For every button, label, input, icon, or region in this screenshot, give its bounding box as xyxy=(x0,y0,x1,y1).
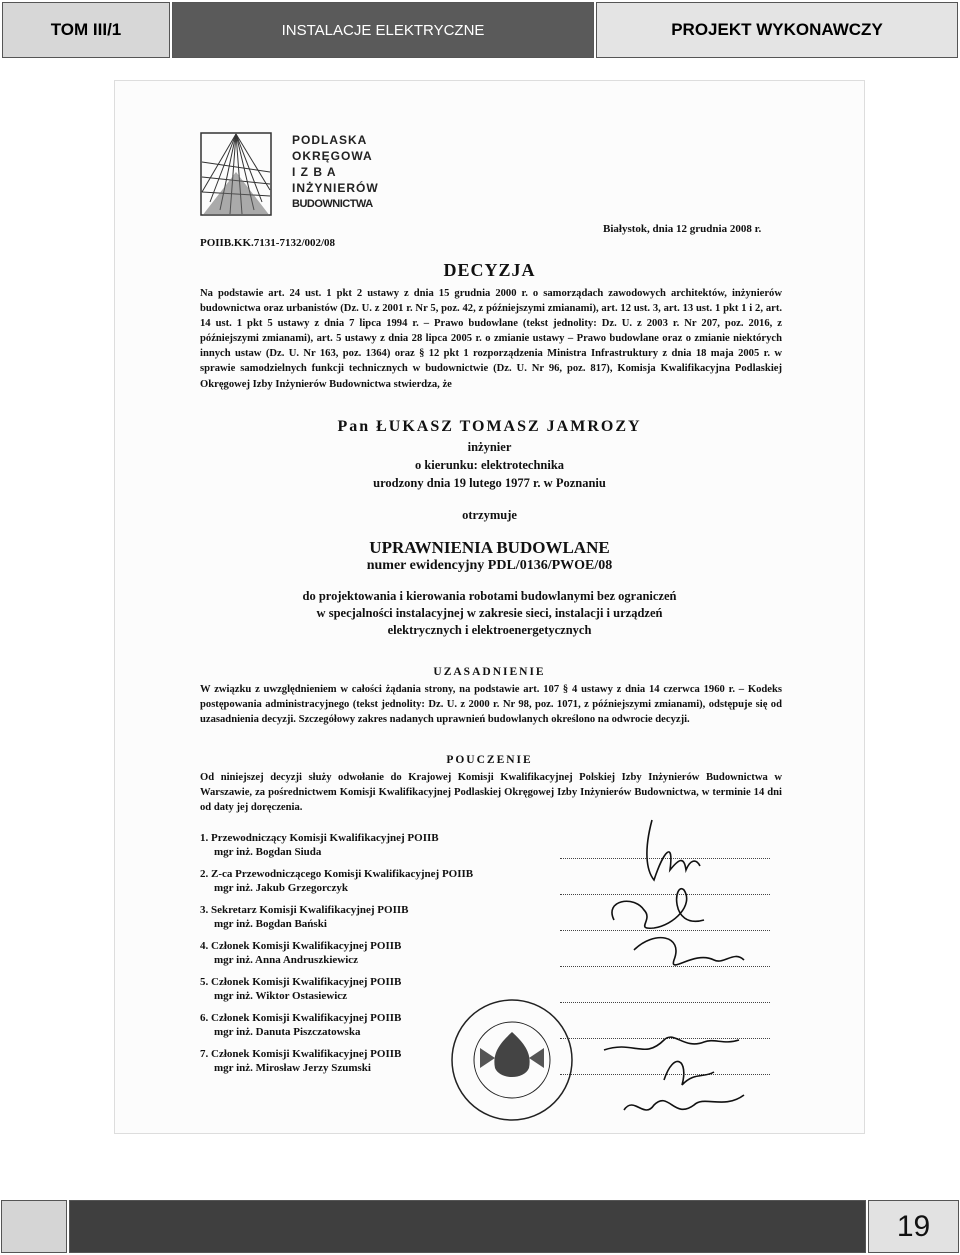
page-footer xyxy=(0,1199,960,1255)
list-item: 2. Z-ca Przewodniczącego Komisji Kwalifikacyjnej POIIB mgr inż. Jakub Grzegorczyk xyxy=(200,868,474,894)
institution-name: PODLASKA OKRĘGOWA I Z B A INŻYNIERÓW BUDOWNICTWA xyxy=(292,133,379,210)
reference-number: POIIB.KK.7131-7132/002/08 xyxy=(200,237,336,249)
list-item: 4. Członek Komisji Kwalifikacyjnej POIIB mgr inż. Anna Andruszkiewicz xyxy=(200,940,402,966)
page-number: 19 xyxy=(868,1200,959,1253)
section-label: INSTALACJE ELEKTRYCZNE xyxy=(172,2,594,58)
project-label: PROJEKT WYKONAWCZY xyxy=(596,2,958,58)
legal-basis-paragraph: Na podstawie art. 24 ust. 1 pkt 2 ustawy z dnia 15 grudnia 2000 r. o samorządach zawodowych architektów, inżynierów budownictwa oraz urbanistów (Dz. U. z 2001 r. Nr 5, poz. 42, z późniejszymi zmianami), art. 12 ust. 3, art. 13 ust. 1 pkt 1 i 2, art. 14 ust. 1 pkt 5 ustawy z dnia 7 lipca 1994 r. – Prawo budowlane (tekst jednolity: Dz. U. z 2003 r. Nr 207, poz. 2016, z późniejszymi zmianami), art. 5 ustawy z dnia 28 lipca 2005 r. o zmianie ustawy – Prawo budowlane oraz o zmianie niektórych innych ustaw (Dz. U. Nr 163, poz. 1364) oraz § 12 pkt 1 rozporządzenia Ministra Infrastruktury z dnia 18 maja 2005 r. w sprawie samodzielnych funkcji technicznych w budownictwie (Dz. U. Nr 96, poz. 817), Komisja Kwalifikacyjna Podlaskiej Okręgowej Izby Inżynierów Budownictwa stwierdza, że xyxy=(200,288,782,390)
field-of-study: o kierunku: elektrotechnika xyxy=(414,458,565,472)
instruction-heading: POUCZENIE xyxy=(446,754,533,766)
footer-bar xyxy=(69,1200,866,1253)
volume-label: TOM III/1 xyxy=(2,2,170,58)
justification-paragraph: W związku z uwzględnieniem w całości żądania strony, na podstawie art. 107 § 4 ustawy z dnia 14 czerwca 1960 r. – Kodeks postępowania administracyjnego (tekst jednolity: Dz. U. z 2000 r. Nr 98, poz. 1071, z późniejszymi zmianami), odstępuje się od uzasadnienia decyzji. Szczegółowy zakres nadanych uprawnień budowlanych określono na odwrocie decyzji. xyxy=(200,684,782,725)
list-item: 5. Członek Komisji Kwalifikacyjnej POIIB mgr inż. Wiktor Ostasiewicz xyxy=(200,976,402,1002)
birth-info: urodzony dnia 19 lutego 1977 r. w Poznaniu xyxy=(373,476,606,490)
receives-label: otrzymuje xyxy=(462,508,517,522)
footer-left-block xyxy=(1,1200,67,1253)
list-item: 6. Członek Komisji Kwalifikacyjnej POIIB mgr inż. Danuta Piszczatowska xyxy=(200,1012,402,1038)
page-header xyxy=(0,0,960,62)
degree: inżynier xyxy=(467,440,512,454)
document-title: DECYZJA xyxy=(443,260,536,280)
justification-heading: UZASADNIENIE xyxy=(433,666,546,678)
signatures xyxy=(574,810,774,1130)
permit-title: UPRAWNIENIA BUDOWLANE xyxy=(369,538,610,557)
list-item: 7. Członek Komisji Kwalifikacyjnej POIIB mgr inż. Mirosław Jerzy Szumski xyxy=(200,1048,402,1074)
list-item: 3. Sekretarz Komisji Kwalifikacyjnej POIIB mgr inż. Bogdan Bański xyxy=(200,904,409,930)
permit-scope: do projektowania i kierowania robotami budowlanymi bez ograniczeń w specjalności instalacyjnej w zakresie sieci, instalacji i urządzeń elektrycznych i elektroenergetycznych xyxy=(302,589,677,637)
permit-number: numer ewidencyjny PDL/0136/PWOE/08 xyxy=(366,558,613,573)
person-name: Pan ŁUKASZ TOMASZ JAMROZY xyxy=(337,418,642,435)
official-seal-icon xyxy=(450,998,574,1122)
place-date: Białystok, dnia 12 grudnia 2008 r. xyxy=(603,223,762,235)
instruction-paragraph: Od niniejszej decyzji służy odwołanie do Krajowej Komisji Kwalifikacyjnej Polskiej Izby Inżynierów Budownictwa w Warszawie, za pośrednictwem Komisji Kwalifikacyjnej Podlaskiej Okręgowej Izby Inżynierów Budownictwa, w terminie 14 dni od daty jej doręczenia. xyxy=(200,772,782,813)
scanned-document xyxy=(114,80,865,1134)
institution-logo-icon xyxy=(200,132,272,216)
list-item: 1. Przewodniczący Komisji Kwalifikacyjnej POIIB mgr inż. Bogdan Siuda xyxy=(200,832,439,858)
